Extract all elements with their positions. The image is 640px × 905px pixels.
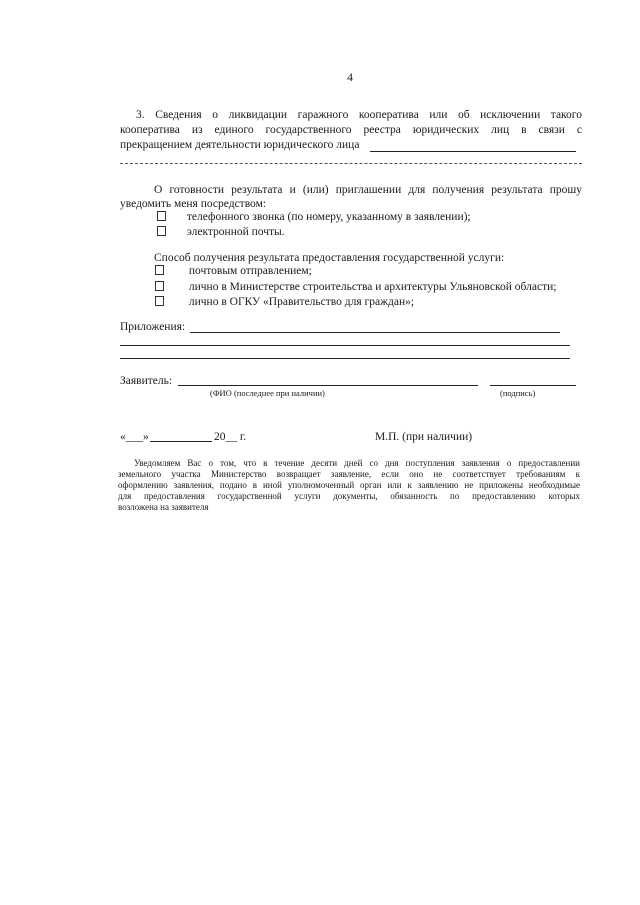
checkbox[interactable] <box>155 265 164 275</box>
notify-intro-line2: уведомить меня посредством: <box>120 198 267 210</box>
notice-line3: оформлению заявления, подано в иной уполномоченный орган или к заявлению не приложены необходимые <box>118 480 580 490</box>
section3-line3: прекращением деятельности юридического лица <box>120 139 360 151</box>
signature-caption: (подпись) <box>500 388 536 398</box>
notify-option-email[interactable] <box>157 225 285 240</box>
checkbox[interactable] <box>157 226 166 236</box>
delivery-option-ministry[interactable] <box>155 280 556 295</box>
attachments-line-2[interactable] <box>120 345 570 346</box>
attachments-line-3[interactable] <box>120 358 570 359</box>
option-label: лично в Министерстве строительства и архитектуры Ульяновской области; <box>188 281 557 293</box>
option-label: телефонного звонка (по номеру, указанному в заявлении); <box>186 211 471 223</box>
date-day: «___» <box>120 431 149 443</box>
attachments-label: Приложения: <box>120 321 186 333</box>
applicant-fio-line[interactable] <box>178 385 478 386</box>
delivery-intro: Способ получения результата предоставления государственной услуги: <box>154 252 505 264</box>
section3-line1: 3. Сведения о ликвидации гаражного кооператива или об исключении такого <box>136 109 582 121</box>
notice-line2: земельного участка Министерство возвращает заявление, если оно не соответствует требованиям к <box>118 469 580 479</box>
notice-line5: возложена на заявителя <box>118 502 209 512</box>
delivery-option-mail[interactable] <box>155 264 312 279</box>
option-label: почтовым отправлением; <box>188 265 312 277</box>
checkbox[interactable] <box>157 211 166 221</box>
section3-fill-line-2 <box>120 163 582 164</box>
section3-line2: кооператива из единого государственного реестра юридических лиц в связи с <box>120 124 582 136</box>
notify-intro-line1: О готовности результата и (или) приглашении для получения результата прошу <box>154 184 582 196</box>
applicant-signature-line[interactable] <box>490 385 576 386</box>
applicant-label: Заявитель: <box>120 375 173 387</box>
attachments-line-1[interactable] <box>190 332 560 333</box>
fio-caption: (ФИО (последнее при наличии) <box>210 388 325 398</box>
option-label: электронной почты. <box>186 226 285 238</box>
checkbox[interactable] <box>155 296 164 306</box>
delivery-option-ogku[interactable] <box>155 295 414 310</box>
notify-option-phone[interactable] <box>157 210 471 225</box>
notice-line1: Уведомляем Вас о том, что в течение десяти дней со дня поступления заявления о предоставлении <box>134 458 580 468</box>
date-year: 20__ г. <box>214 431 247 443</box>
page-number: 4 <box>347 70 353 84</box>
checkbox[interactable] <box>155 281 164 291</box>
notice-line4: для предоставления государственной услуги документы, обязанность по предоставлению которых <box>118 491 580 501</box>
date-month-line[interactable] <box>150 441 212 442</box>
stamp-label: М.П. (при наличии) <box>375 431 473 443</box>
option-label: лично в ОГКУ «Правительство для граждан»; <box>188 296 415 308</box>
section3-fill-line <box>370 151 576 152</box>
